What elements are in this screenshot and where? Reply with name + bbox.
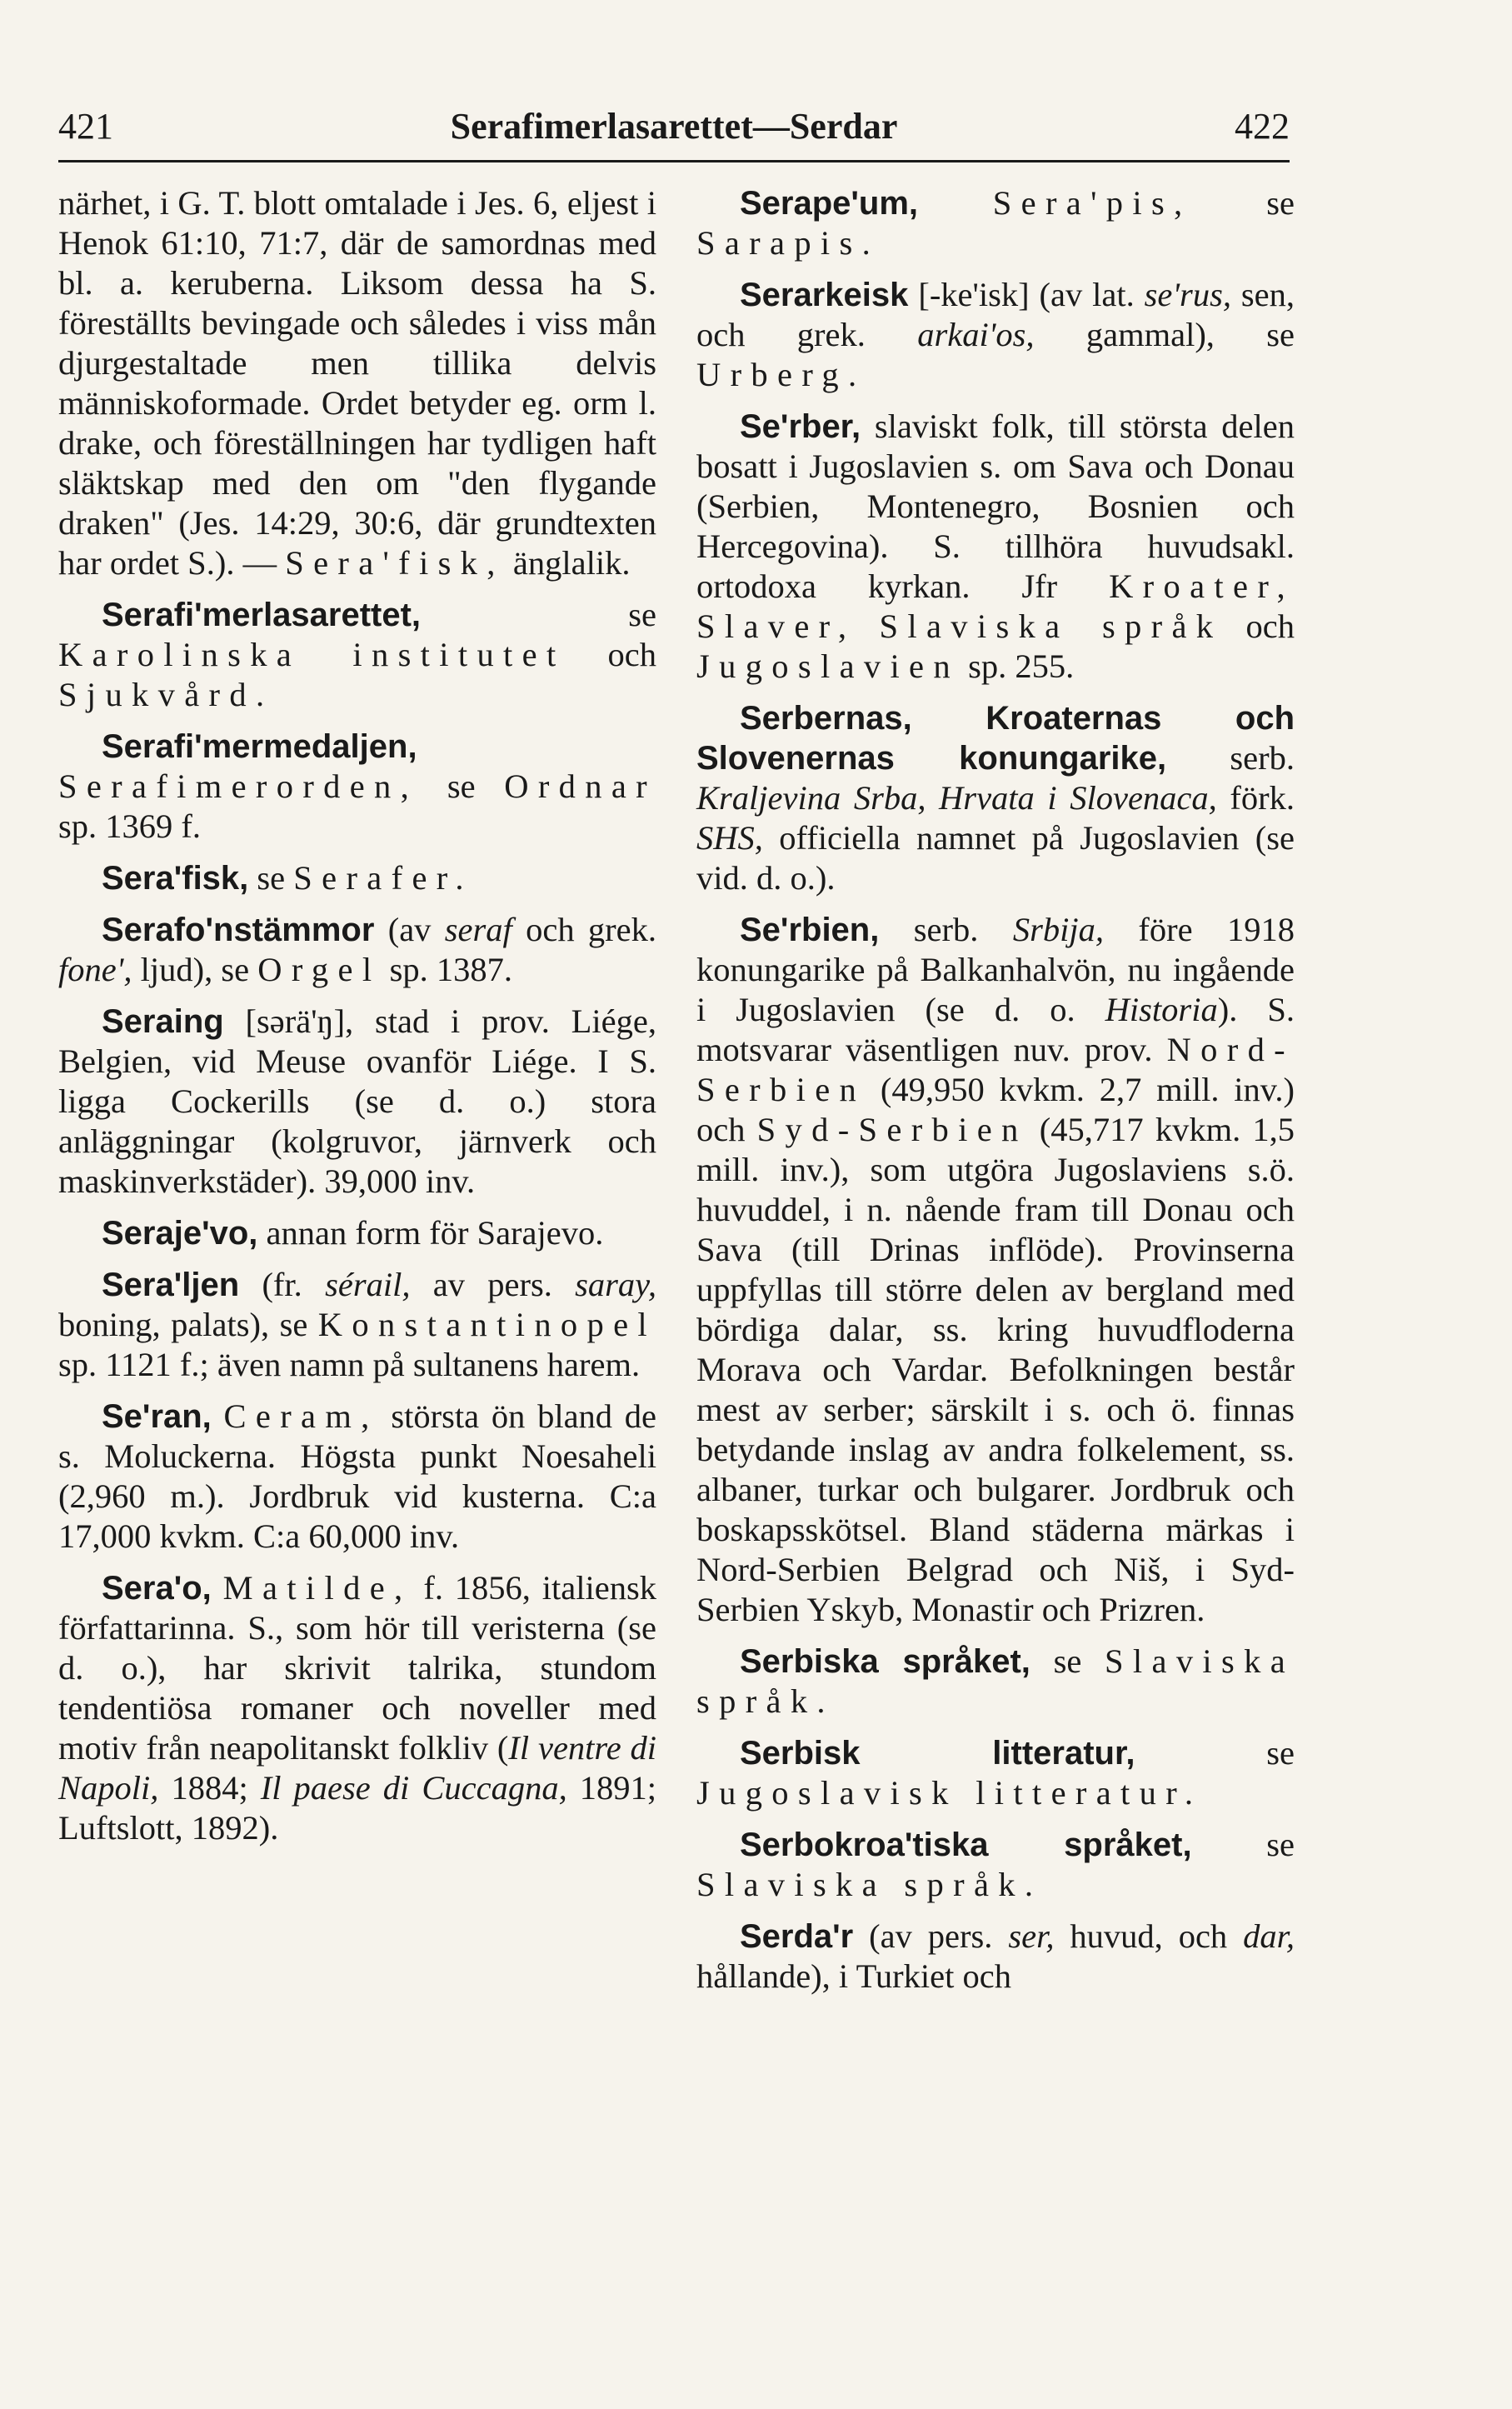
headword: Sera'fisk, xyxy=(102,860,249,897)
page-header xyxy=(58,93,1290,160)
entry-seraljen: Sera'ljen (fr. sérail, av pers. saray, boning, palats), se Konstantinopel sp. 1121 f.; även namn på sultanens harem. xyxy=(58,1266,657,1383)
headword: Serafi'merlasarettet, xyxy=(102,597,422,633)
entry-serbernas: Serbernas, Kroaternas och Slovenernas konungarike, serb. Kraljevina Srba, Hrvata i Slovenaca, förk. SHS, officiella namnet på Jugoslavien (se vid. d. o.). xyxy=(696,700,1295,897)
entry-serdar: Serda'r (av pers. ser, huvud, och dar, hållande), i Turkiet och xyxy=(696,1917,1295,1995)
cross-reference: Urberg. xyxy=(696,356,866,393)
cross-reference: Slaviska språk. xyxy=(696,1642,1295,1720)
cross-reference: Serafimerorden, xyxy=(58,767,419,805)
cross-reference: Nord-Serbien xyxy=(696,1031,1295,1108)
running-head: Serafimerlasarettet—Serdar xyxy=(450,106,898,147)
entry-serao: Sera'o, Matilde, f. 1856, italiensk författarinna. S., som hör till veristerna (se d. o.), har skrivit talrika, stundom tendentiösa romaner och noveller med motiv från neapolitanskt folkliv (Il ventre di Napoli, 1884; Il paese di Cuccagna, 1891; Luftslott, 1892). xyxy=(58,1569,657,1847)
cross-reference: Ceram, xyxy=(223,1397,379,1435)
entry-serafimermedaljen: Serafi'mermedaljen, Serafimerorden, se Ordnar sp. 1369 f. xyxy=(58,728,657,845)
entry-serafimerlasarettet: Serafi'merlasarettet, se Karolinska institutet och Sjukvård. xyxy=(58,596,657,713)
headword: Serbisk litteratur, xyxy=(740,1735,1135,1772)
entry-serarkeisk: Serarkeisk [-ke'isk] (av lat. se'rus, sen, och grek. arkai'os, gammal), se Urberg. xyxy=(696,276,1295,393)
cross-reference: Serafer. xyxy=(293,859,473,897)
headword: Serbernas, Kroaternas och Slovenernas konungarike, xyxy=(696,700,1295,777)
entry-serafisk: Sera'fisk, se Serafer. xyxy=(102,859,473,897)
headword: Seraing xyxy=(102,1003,224,1040)
entry-serbisk-litteratur: Serbisk litteratur, se Jugoslavisk litteratur. xyxy=(696,1734,1295,1812)
headword: Se'rber, xyxy=(740,408,861,445)
entry-serbokroatiska: Serbokroa'tiska språket, se Slaviska språk. xyxy=(696,1826,1295,1903)
entry-serafonstammor: Serafo'nstämmor (av seraf och grek. fone', ljud), se Orgel sp. 1387. xyxy=(58,911,656,988)
entry-continuation: närhet, i G. T. blott omtalade i Jes. 6, eljest i Henok 61:10, 71:7, där de samordnas med bl. a. keruberna. Liksom dessa ha S. föreställts bevingade och således i viss mån djurgestaltade men tillika delvis människoformade. Ordet betyder eg. orm l. drake, och föreställningen har tydligen haft släktskap med den om "den flygande draken" (Jes. 14:29, 30:6, där grundtexten har ordet S.). — Sera'fisk, änglalik. xyxy=(58,184,656,582)
entry-serbiska-spraket: Serbiska språket, se Slaviska språk. xyxy=(696,1642,1295,1720)
headword: Serape'um, xyxy=(740,185,919,222)
right-column xyxy=(696,183,1295,2008)
left-column xyxy=(58,183,656,1860)
cross-reference: Orgel xyxy=(257,951,382,988)
headword: Serda'r xyxy=(740,1918,854,1955)
right-page-number: 422 xyxy=(1235,106,1290,147)
headword: Serafi'mermedaljen, xyxy=(102,728,417,765)
entry-serapeum: Serape'um, Sera'pis, se Sarapis. xyxy=(696,184,1295,262)
cross-reference: Karolinska institutet xyxy=(58,636,566,673)
header-rule xyxy=(58,160,1290,162)
entry-serbien: Se'rbien, serb. Srbija, före 1918 konungarike på Balkanhalvön, nu ingående i Jugoslavien (se d. o. Historia). S. motsvarar väsentligen nuv. prov. Nord-Serbien (49,950 kvkm. 2,7 mill. inv.) och Syd-Serbien (45,717 kvkm. 1,5 mill. inv.), som utgöra Jugoslaviens s.ö. huvuddel, i n. nående fram till Donau och Sava (till Drinas inflöde). Provinserna uppfyllas till större delen av bergland med bördiga dalar, ss. kring huvudfloderna Morava och Vardar. Befolkningen består mest av serber; särskilt i s. och ö. finnas betydande inslag av andra folkelement, ss. albaner, turkar och bulgarer. Jordbruk och boskapsskötsel. Bland städerna märkas i Nord-Serbien Belgrad och Niš, i Syd-Serbien Yskyb, Monastir och Prizren. xyxy=(696,911,1295,1628)
headword: Seraje'vo, xyxy=(102,1215,258,1252)
cross-reference: Slaviska språk xyxy=(879,607,1223,645)
headword: Serbokroa'tiska språket, xyxy=(740,1827,1192,1863)
entry-serber: Se'rber, slaviskt folk, till största delen bosatt i Jugoslavien s. om Sava och Donau (Serbien, Montenegro, Bosnien och Hercegovina). S. tillhöra huvudsakl. ortodoxa kyrkan. Jfr Kroater, Slaver, Slaviska språk och Jugoslavien sp. 255. xyxy=(696,407,1295,685)
cross-reference: Jugoslavisk litteratur. xyxy=(696,1774,1203,1812)
cross-reference: Jugoslavien xyxy=(696,647,960,685)
cross-reference: Ordnar xyxy=(504,767,657,805)
headword: Se'ran, xyxy=(102,1398,212,1435)
entry-seran: Se'ran, Ceram, största ön bland de s. Moluckerna. Högsta punkt Noesaheli (2,960 m.). Jordbruk vid kusterna. C:a 17,000 kvkm. C:a 60,000 inv. xyxy=(58,1397,657,1555)
cross-reference: Syd-Serbien xyxy=(756,1111,1028,1148)
cross-reference: Konstantinopel xyxy=(317,1306,656,1343)
cross-reference: Sjukvård. xyxy=(58,676,274,713)
cross-reference: Matilde, xyxy=(222,1569,412,1607)
headword: Sera'o, xyxy=(102,1570,212,1607)
entry-seraing: Seraing [sərä'ŋ], stad i prov. Liége, Belgien, vid Meuse ovanför Liége. I S. ligga Cockerills (se d. o.) stora anläggningar (kolgruvor, järnverk och maskinverkstäder). 39,000 inv. xyxy=(58,1002,657,1200)
cross-reference: Sera'pis, xyxy=(992,184,1192,222)
left-page-number: 421 xyxy=(58,106,113,147)
headword: Serafo'nstämmor xyxy=(102,912,375,948)
headword: Sera'ljen xyxy=(102,1267,240,1303)
cross-reference: Slaviska språk. xyxy=(696,1866,1043,1903)
headword: Se'rbien, xyxy=(740,912,880,948)
headword: Serbiska språket, xyxy=(740,1643,1030,1680)
headword: Serarkeisk xyxy=(740,277,909,313)
cross-reference: Sarapis. xyxy=(696,224,881,262)
entry-serajevo: Seraje'vo, annan form för Sarajevo. xyxy=(102,1214,604,1252)
cross-reference: Slaver, xyxy=(696,607,856,645)
cross-reference: Kroater, xyxy=(1109,567,1295,605)
